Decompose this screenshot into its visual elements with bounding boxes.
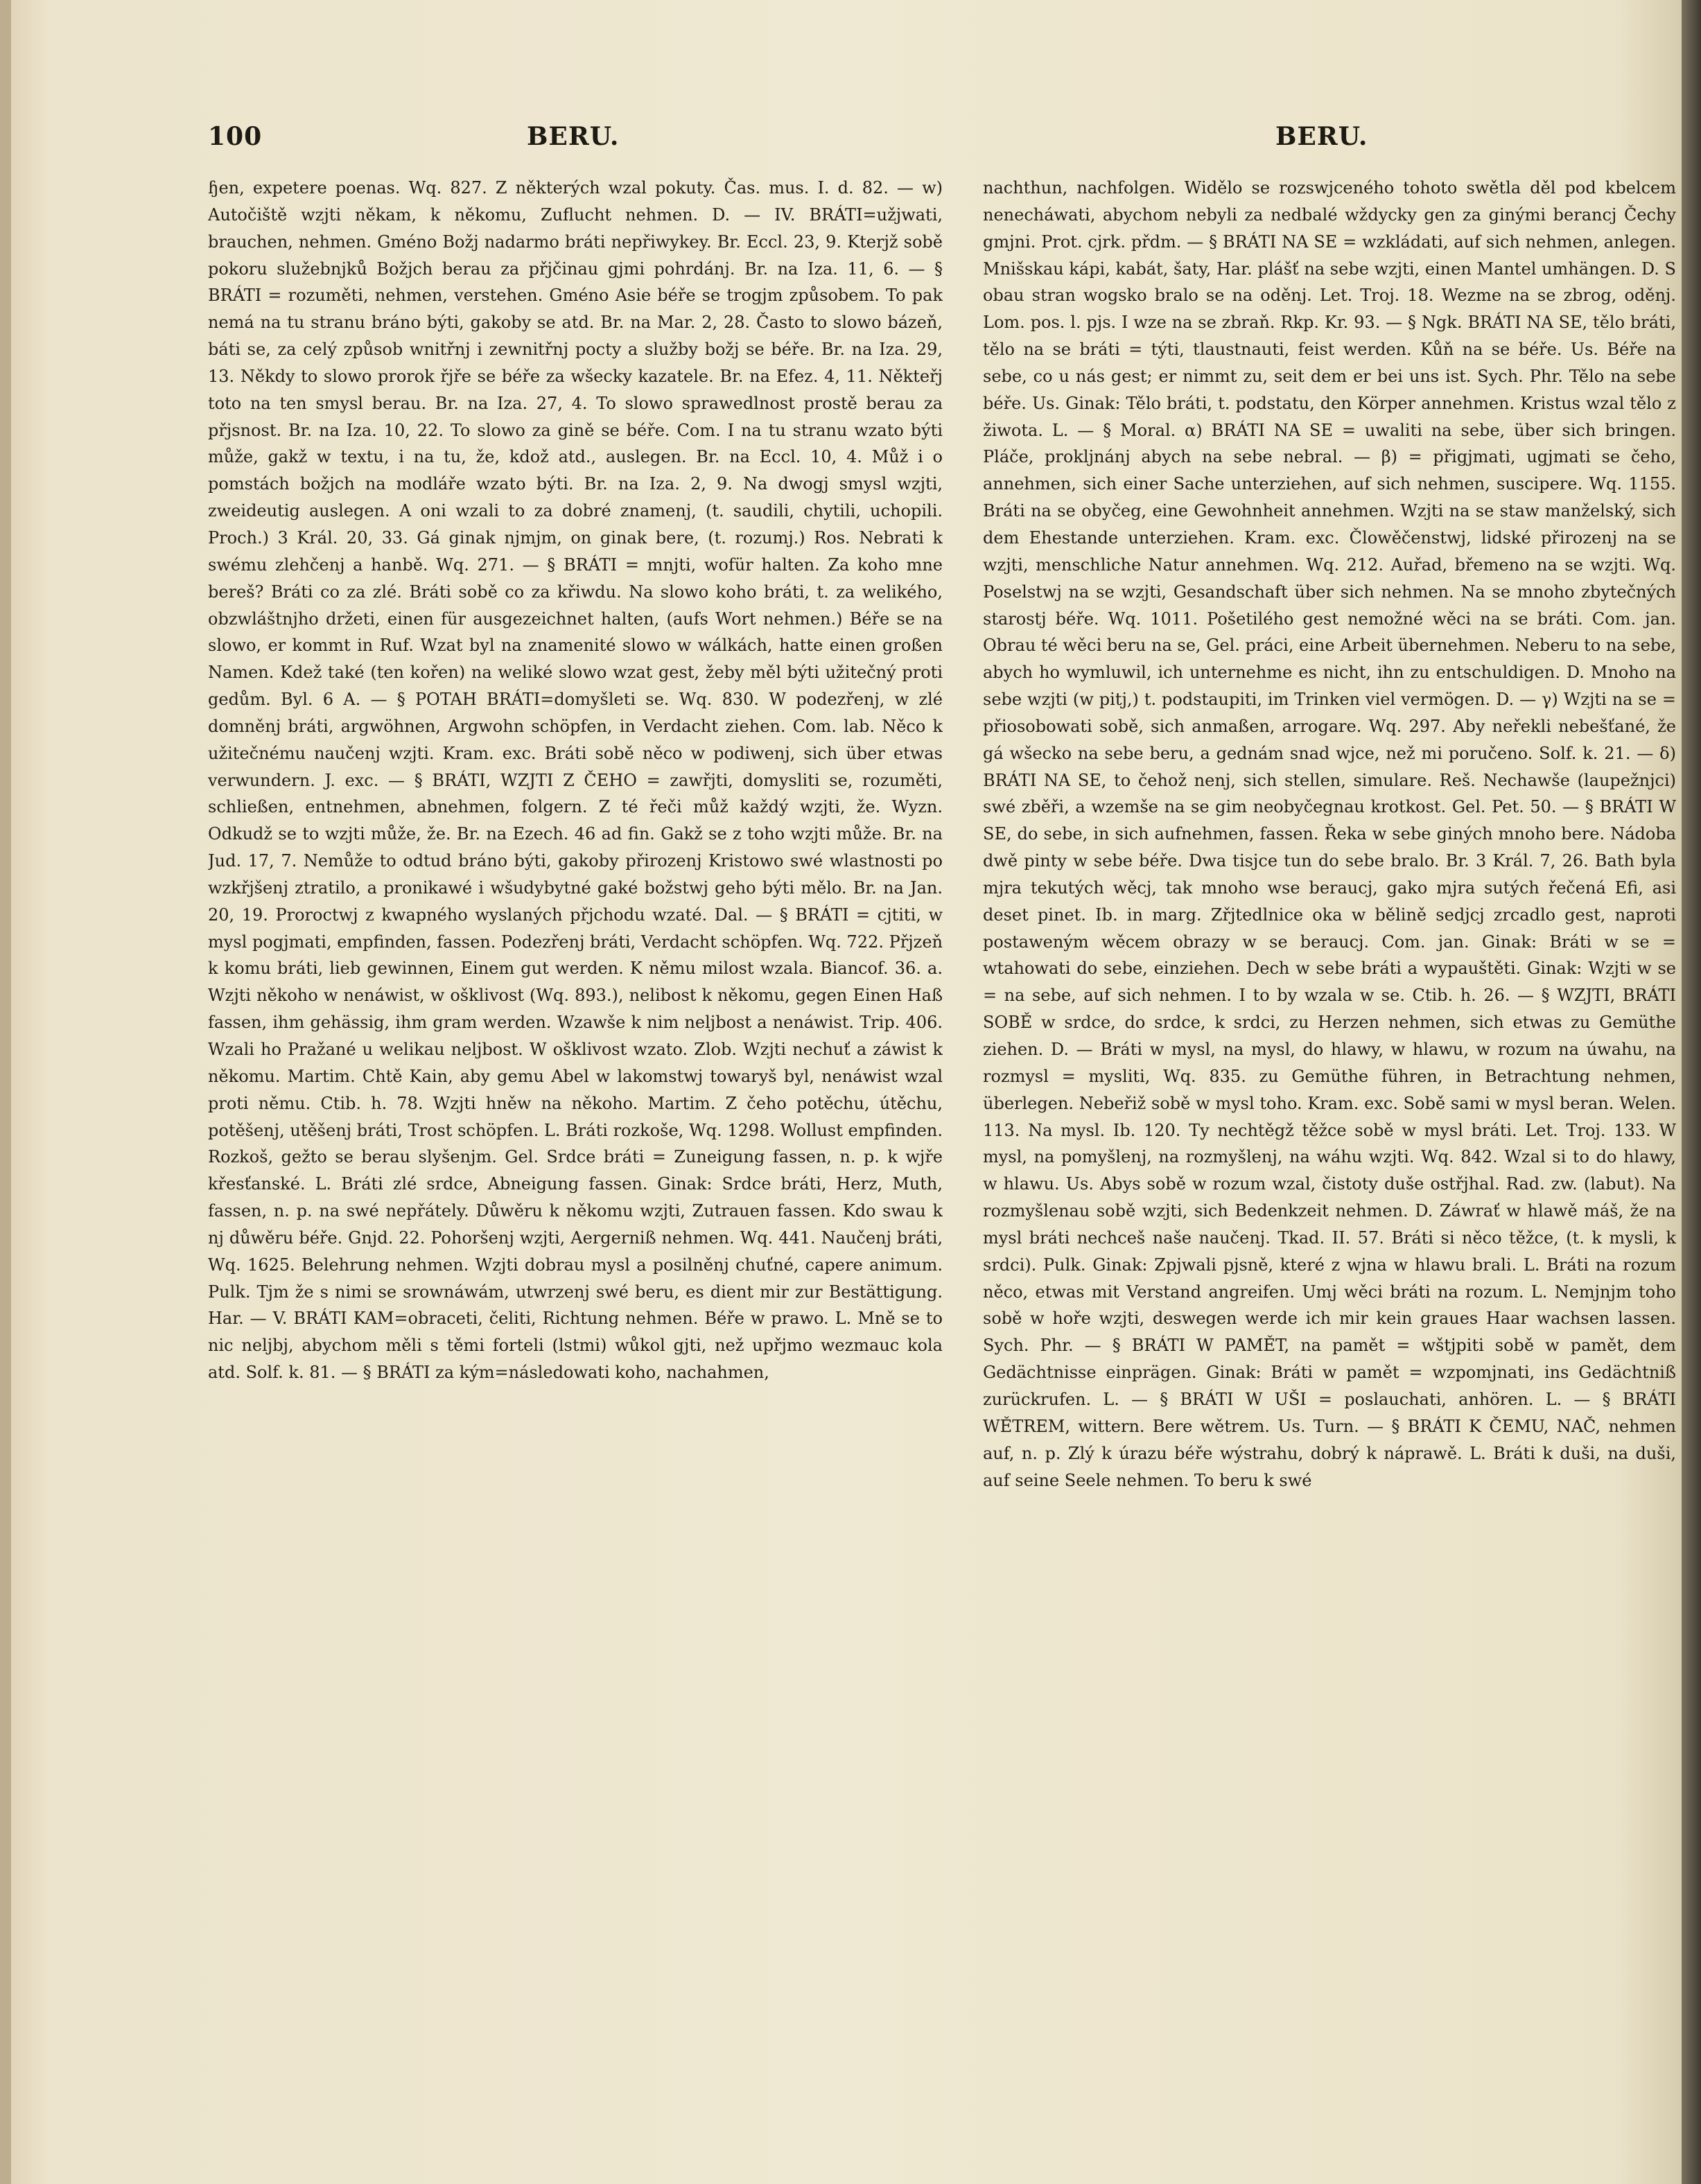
running-head-right: BERU.	[1275, 122, 1368, 151]
page-number: 100	[208, 122, 263, 151]
page-left-edge	[0, 0, 11, 2184]
right-column-text: nachthun, nachfolgen. Widělo se rozswjceného tohoto swětla děl pod kbelcem nenecháwati, abychom nebyli za nedbalé wždycky gen za ginými berancj Čechy gmjni. Prot. cjrk. přdm. — § BRÁTI NA SE = wzkládati, auf sich nehmen, anlegen. Mnišskau kápi, kabát, šaty, Har. plášť na sebe wzjti, einen Mantel umhängen. D. S obau stran wogsko bralo se na oděnj. Let. Troj. 18. Wezme na se zbrog, oděnj. Lom. pos. l. pjs. I wze na se zbraň. Rkp. Kr. 93. — § Ngk. BRÁTI NA SE, tělo bráti, tělo na se bráti = týti, tlaustnauti, feist werden. Kůň na se béře. Us. Béře na sebe, co u nás gest; er nimmt zu, seit dem er bei uns ist. Sych. Phr. Tělo na sebe béře. Us. Ginak: Tělo bráti, t. podstatu, den Körper annehmen. Kristus wzal tělo z žiwota. L. — § Moral. α) BRÁTI NA SE = uwaliti na sebe, über sich bringen. Pláče, prokljnánj abych na sebe nebral. — β) = přigjmati, ugjmati se čeho, annehmen, sich einer Sache unterziehen, auf sich nehmen, suscipere. Wq. 1155. Bráti na se obyčeg, eine Gewohnheit annehmen. Wzjti na se staw manželský, sich dem Ehestande unterziehen. Kram. exc. Člowěčenstwj, lidské přirozenj na se wzjti, menschliche Natur annehmen. Wq. 212. Auřad, břemeno na se wzjti. Wq. Poselstwj na se wzjti, Gesandschaft über sich nehmen. Na se mnoho zbytečných starostj béře. Wq. 1011. Pošetilého gest nemožné wěci na se bráti. Com. jan. Obrau té wěci beru na se, Gel. práci, eine Arbeit übernehmen. Neberu to na sebe, abych ho wymluwil, ich unternehme es nicht, ihn zu entschuldigen. D. Mnoho na sebe wzjti (w pitj,) t. podstaupiti, im Trinken viel vermögen. D. — γ) Wzjti na se = přiosobowati sobě, sich anmaßen, arrogare. Wq. 297. Aby neřekli nebešťané, že gá wšecko na sebe beru, a gednám snad wjce, než mi poručeno. Solf. k. 21. — δ) BRÁTI NA SE, to čehož nenj, sich stellen, simulare. Reš. Nechawše (laupežnjci) swé zběři, a wzemše na se gim neobyčegnau krotkost. Gel. Pet. 50. — § BRÁTI W SE, do sebe, in sich aufnehmen, fassen. Řeka w sebe giných mnoho bere. Nádoba dwě pinty w sebe béře. Dwa tisjce tun do sebe bralo. Br. 3 Král. 7, 26. Bath byla mjra tekutých wěcj, tak mnoho wse beraucj, gako mjra sutých řečená Efi, asi deset pinet. Ib. in marg. Zřjtedlnice oka w bělině sedjcj zrcadlo gest, naproti postaweným wěcem obrazy w se beraucj. Com. jan. Ginak: Bráti w se = wtahowati do sebe, einziehen. Dech w sebe bráti a wypauštěti. Ginak: Wzjti w se = na sebe, auf sich nehmen. I to by wzala w se. Ctib. h. 26. — § WZJTI, BRÁTI SOBĚ w srdce, do srdce, k srdci, zu Herzen nehmen, sich etwas zu Gemüthe ziehen. D. — Bráti w mysl, na mysl, do hlawy, w hlawu, w rozum na úwahu, na rozmysl = mysliti, Wq. 835. zu Gemüthe führen, in Betrachtung nehmen, überlegen. Nebeřiž sobě w mysl toho. Kram. exc. Sobě sami w mysl beran. Welen. 113. Na mysl. Ib. 120. Ty nechtěgž těžce sobě w mysl bráti. Let. Troj. 133. W mysl, na pomyšlenj, na rozmyšlenj, na wáhu wzjti. Wq. 842. Wzal si to do hlawy, w hlawu. Us. Abys sobě w rozum wzal, čistoty duše ostřjhal. Rad. zw. (labut). Na rozmyšlenau sobě wzjti, sich Bedenkzeit nehmen. D. Záwrať w hlawě máš, že na mysl bráti nechceš naše naučenj. Tkad. II. 57. Bráti si něco těžce, (t. k mysli, k srdci). Pulk. Ginak: Zpjwali pjsně, které z wjna w hlawu brali. L. Bráti na rozum něco, etwas mit Verstand angreifen. Umj wěci bráti na rozum. L. Nemjnjm toho sobě w hoře wzjti, deswegen werde ich mir kein graues Haar wachsen lassen. Sych. Phr. — § BRÁTI W PAMĚT, na pamět = wštjpiti sobě w pamět, dem Gedächtnisse einprägen. Ginak: Bráti w pamět = wzpomjnati, ins Gedächtniß zurückrufen. L. — § BRÁTI W UŠI = poslauchati, anhören. L. — § BRÁTI WĚTREM, wittern. Bere wětrem. Us. Turn. — § BRÁTI K ČEMU, NAČ, nehmen auf, n. p. Zlý k úrazu béře wýstrahu, dobrý k náprawě. L. Bráti k duši, na duši, auf seine Seele nehmen. To beru k swé	[983, 178, 1676, 1490]
running-head-left: BERU.	[527, 122, 620, 151]
page-header	[208, 122, 1664, 164]
left-column-text: ɧen, expetere poenas. Wq. 827. Z některých wzal pokuty. Čas. mus. I. d. 82. — w) Autočiště wzjti někam, k někomu, Zuflucht nehmen. D. — IV. BRÁTI=užjwati, brauchen, nehmen. Gméno Božj nadarmo bráti nepřiwykey. Br. Eccl. 23, 9. Kterjž sobě pokoru služebnjků Božjch berau za přjčinau gjmi pohrdánj. Br. na Iza. 11, 6. — § BRÁTI = rozuměti, nehmen, verstehen. Gméno Asie béře se trogjm způsobem. To pak nemá na tu stranu bráno býti, gakoby se atd. Br. na Mar. 2, 28. Často to slowo bázeň, báti se, za celý způsob wnitřnj i zewnitřnj pocty a služby božj se béře. Br. na Iza. 29, 13. Někdy to slowo prorok řjře se béře za wšecky kazatele. Br. na Efez. 4, 11. Někteřj toto na ten smysl berau. Br. na Iza. 27, 4. To slowo sprawedlnost prostě berau za přjsnost. Br. na Iza. 10, 22. To slowo za gině se béře. Com. I na tu stranu wzato býti může, gakž w textu, i na tu, že, kdož atd., auslegen. Br. na Eccl. 10, 4. Můž i o pomstách božjch na modláře wzato býti. Br. na Iza. 2, 9. Na dwogj smysl wzjti, zweideutig auslegen. A oni wzali to za dobré znamenj, (t. saudili, chytili, uchopili. Proch.) 3 Král. 20, 33. Gá ginak njmjm, on ginak bere, (t. rozumj.) Ros. Nebrati k swému zlehčenj a hanbě. Wq. 271. — § BRÁTI = mnjti, wofür halten. Za koho mne bereš? Bráti co za zlé. Bráti sobě co za křiwdu. Na slowo koho bráti, t. za welikého, obzwláštnjho držeti, einen für ausgezeichnet halten, (aufs Wort nehmen.) Béře se na slowo, er kommt in Ruf. Wzat byl na znamenité slowo w wálkách, hatte einen großen Namen. Kdež také (ten kořen) na weliké slowo wzat gest, žeby měl býti užitečný proti gedům. Byl. 6 A. — § POTAH BRÁTI=domyšleti se. Wq. 830. W podezřenj, w zlé domněnj bráti, argwöhnen, Argwohn schöpfen, in Verdacht ziehen. Com. lab. Něco k užitečnému naučenj wzjti. Kram. exc. Bráti sobě něco w podiwenj, sich über etwas verwundern. J. exc. — § BRÁTI, WZJTI Z ČEHO = zawřjti, domysliti se, rozuměti, schließen, entnehmen, abnehmen, folgern. Z té řeči můž každý wzjti, že. Wyzn. Odkudž se to wzjti může, že. Br. na Ezech. 46 ad fin. Gakž se z toho wzjti může. Br. na Jud. 17, 7. Nemůže to odtud bráno býti, gakoby přirozenj Kristowo swé wlastnosti po wzkřjšenj ztratilo, a pronikawé i wšudybytné gaké božstwj geho býti mělo. Br. na Jan. 20, 19. Proroctwj z kwapného wyslaných přjchodu wzaté. Dal. — § BRÁTI = cjtiti, w mysl pogjmati, empfinden, fassen. Podezřenj bráti, Verdacht schöpfen. Wq. 722. Přjzeň k komu bráti, lieb gewinnen, Einem gut werden. K němu milost wzala. Biancof. 36. a. Wzjti někoho w nenáwist, w ošklivost (Wq. 893.), nelibost k někomu, gegen Einen Haß fassen, ihm gehässig, ihm gram werden. Wzawše k nim neljbost a nenáwist. Trip. 406. Wzali ho Pražané u welikau neljbost. W ošklivost wzato. Zlob. Wzjti nechuť a záwist k někomu. Martim. Chtě Kain, aby gemu Abel w lakomstwj towaryš byl, nenáwist wzal proti němu. Ctib. h. 78. Wzjti hněw na někoho. Martim. Z čeho potěchu, útěchu, potěšenj, utěšenj bráti, Trost schöpfen. L. Bráti rozkoše, Wq. 1298. Wollust empfinden. Rozkoš, gežto se berau slyšenjm. Gel. Srdce bráti = Zuneigung fassen, n. p. k wjře křesťanské. L. Bráti zlé srdce, Abneigung fassen. Ginak: Srdce bráti, Herz, Muth, fassen, n. p. na swé nepřátely. Důwěru k někomu wzjti, Zutrauen fassen. Kdo swau k nj důwěru béře. Gnjd. 22. Pohoršenj wzjti, Aergerniß nehmen. Wq. 441. Naučenj bráti, Wq. 1625. Belehrung nehmen. Wzjti dobrau mysl a posilněnj chuťné, capere animum. Pulk. Tjm že s nimi se srownáwám, utwrzenj swé beru, es dient mir zur Bestättigung. Har. — V. BRÁTI KAM=obraceti, čeliti, Richtung nehmen. Béře w prawo. L. Mně se to nic neljbj, abychom měli s těmi forteli (lstmi) wůkol gjti, než upřjmo wezmauc kola atd. Solf. k. 81. — § BRÁTI za kým=následowati koho, nachahmen,	[208, 178, 943, 1383]
page-gutter-shadow	[1682, 0, 1701, 2184]
left-column	[208, 175, 943, 2129]
right-column	[983, 175, 1676, 2129]
